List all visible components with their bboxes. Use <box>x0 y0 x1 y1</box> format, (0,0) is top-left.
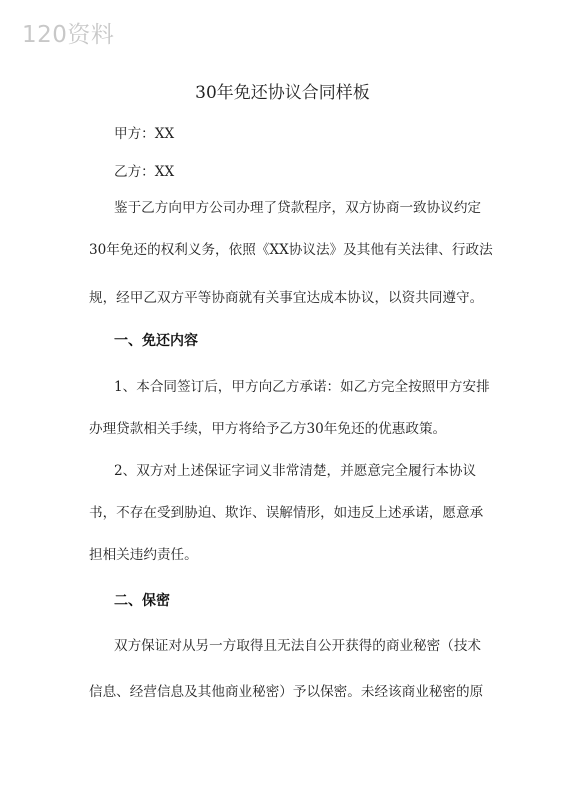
section-2-heading: 二、保密 <box>114 593 170 609</box>
section-1-item-2-line-2: 书，不存在受到胁迫、欺诈、误解情形，如违反上述承诺，愿意承 <box>89 505 484 521</box>
intro-line-2: 30年免还的权利义务，依照《XX协议法》及其他有关法律、行政法 <box>89 242 493 258</box>
document-title: 30年免还协议合同样板 <box>195 83 370 103</box>
section-1-item-2-line-1: 2、双方对上述保证字词义非常清楚，并愿意完全履行本协议 <box>114 463 477 479</box>
intro-line-3: 规，经甲乙双方平等协商就有关事宜达成本协议，以资共同遵守。 <box>89 290 484 306</box>
party-b-line: 乙方：XX <box>114 164 175 180</box>
section-1-item-2-line-3: 担相关违约责任。 <box>89 547 198 563</box>
section-1-item-1-line-2: 办理贷款相关手续，甲方将给予乙方30年免还的优惠政策。 <box>89 421 447 437</box>
section-2-para-line-1: 双方保证对从另一方取得且无法自公开获得的商业秘密（技术 <box>114 638 482 654</box>
watermark: 120资料 <box>22 22 115 48</box>
party-a-line: 甲方：XX <box>114 126 175 142</box>
section-2-para-line-2: 信息、经营信息及其他商业秘密）予以保密。未经该商业秘密的原 <box>89 684 484 700</box>
section-1-heading: 一、免还内容 <box>114 333 198 349</box>
intro-line-1: 鉴于乙方向甲方公司办理了贷款程序，双方协商一致协议约定 <box>114 200 482 216</box>
section-1-item-1-line-1: 1、本合同签订后，甲方向乙方承诺：如乙方完全按照甲方安排 <box>114 379 490 395</box>
